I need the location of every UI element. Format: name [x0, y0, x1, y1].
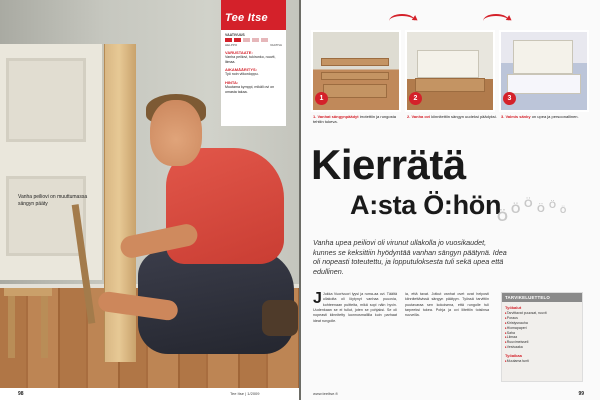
scale-min: HELPPO	[225, 43, 238, 47]
footer-website: www.teeitse.fi	[313, 391, 338, 396]
extras-list-item: ▸ Muutama tunti	[505, 359, 579, 364]
page-number: 98	[18, 391, 24, 397]
body-text: Jukka Vuorivuori lyysi ja ruma-aa ovi. Täältä ullakolta oli löytynyt vanhaa puuovia, kohteenaan puitteita, mikä sopi näin hyvin. Uudenkaan se ei tullut, joten se pohjaksi. Se oli nopeasti kiinnitetty luonnosmallilla kuin parhaat ideat rungolle.	[313, 292, 397, 323]
footer-issue: Tee Itse | 1/2009	[230, 391, 260, 396]
info-box	[221, 0, 286, 126]
tools-subheading: Työkalut	[505, 305, 522, 310]
step-photo-3	[499, 30, 589, 112]
step-arrow	[389, 14, 415, 28]
difficulty-label: VAATIVUUS	[225, 33, 245, 37]
difficulty-dot	[225, 38, 232, 42]
info-section	[225, 50, 282, 64]
bed-rail	[321, 58, 389, 66]
extras-list	[505, 359, 579, 364]
stool-top	[4, 288, 52, 296]
bubble-letter: Ö	[511, 202, 521, 216]
body-column-2	[405, 292, 489, 319]
body-text: ia, että tavat. Jotkut vanhat ovet ovat helposti kiinnitettävissä sängyn päätyyn. Työssä tarvittiin puutavaraa sen kokoisena, että rungolle tuli tarpeeksi tukea. Pohja ja ovi liitettiin toisiinsa ruuveilla.	[405, 292, 489, 318]
left-page	[0, 0, 299, 400]
finished-bed-photo	[501, 32, 587, 110]
step-caption	[407, 114, 497, 119]
wooden-stool	[4, 288, 52, 358]
bed-rail	[321, 72, 389, 80]
scale-max: VAATIVA	[269, 43, 282, 47]
stool-leg	[41, 296, 48, 358]
section-tag: Tee Itse	[221, 0, 286, 30]
info-section-title: AIKAMÄÄRITYS:	[225, 67, 257, 73]
extras-subheading: Työaikaa	[505, 353, 522, 359]
headline-bubbles	[497, 198, 597, 228]
supplies-heading: TARVIKELUETTELO	[502, 293, 582, 302]
difficulty-meter	[225, 33, 282, 47]
difficulty-dots	[225, 38, 282, 42]
tools-list-item: ▸ Tarvittavat puuosat, ruuvit	[505, 311, 579, 316]
supplies-list-box	[501, 292, 583, 382]
page-number: 99	[578, 391, 584, 397]
step-caption	[501, 114, 591, 119]
info-section-body: Työ noin viikonloppu.	[225, 72, 259, 77]
info-section-title: VARUSTAATE:	[225, 50, 253, 55]
info-section	[225, 67, 282, 77]
step-arrow	[483, 14, 509, 28]
white-headboard	[417, 50, 479, 78]
bubble-letter: Ö	[560, 206, 567, 215]
tools-list-item: ▸ Saha	[505, 331, 579, 336]
door-panel-upper	[6, 58, 86, 142]
info-section-title: HINTA:	[225, 80, 239, 86]
step-number: 2	[409, 92, 422, 105]
step-caption-text: irrotettiin ja rungosta tehtiin tukeva.	[313, 114, 396, 125]
bed-base	[415, 78, 485, 92]
step-caption-lead: 1. Vanhat sängynpäädyt	[313, 114, 359, 119]
step-caption	[313, 114, 403, 124]
step-caption-text: kiinnitettiin sängyn uudeksi päädyksi.	[431, 114, 497, 119]
step-photo-2	[405, 30, 495, 112]
headline-line-2: A:sta Ö:hön	[350, 190, 502, 220]
step-caption-lead: 3. Valmis sänky	[501, 114, 531, 119]
info-section-body: Vanha peiliovi, tukirunko, ruuvit, liimaa.	[225, 55, 276, 64]
bed-frame-photo	[407, 32, 493, 110]
stool-leg	[8, 296, 15, 358]
info-section	[225, 80, 282, 94]
mattress	[507, 74, 581, 94]
tools-list-item: ▸ Vesivaaka	[505, 345, 579, 350]
bubble-letter: Ö	[497, 208, 508, 224]
right-page	[301, 0, 600, 400]
tools-list-item: ▸ Hiomapaperi	[505, 326, 579, 331]
old-mirror-door	[0, 44, 104, 280]
lead-paragraph: Vanha upea peiliovi oli virunut ullakolla jo vuosikaudet, kunnes se keksittiin hyödyntää vanhan sängyn päätynä. Idea oli nopeasti toteutettu, ja lopputuloksesta tuli sekä upea että edullinen.	[313, 238, 507, 277]
tools-list-item: ▸ Poraus	[505, 316, 579, 321]
tools-list-item: ▸ Ruuvimeisseli	[505, 340, 579, 345]
tools-list	[505, 311, 579, 350]
body-column-1	[313, 292, 397, 324]
bubble-letter: Ö	[524, 198, 533, 210]
bed-base	[323, 84, 387, 98]
bubble-letter: Ö	[537, 204, 545, 215]
bed-frame-photo	[313, 32, 399, 110]
difficulty-dot	[252, 38, 259, 42]
tools-list-item: ▸ Kiristysnauha	[505, 321, 579, 326]
step-photo-1	[311, 30, 401, 112]
drop-cap: J	[313, 290, 322, 307]
difficulty-dot	[261, 38, 268, 42]
photo-caption: Vanha peiliovi on muuttumassa sängyn pääty	[18, 194, 88, 207]
step-caption-lead: 2. Vanha ovi	[407, 114, 431, 119]
difficulty-dot	[243, 38, 250, 42]
step-number: 3	[503, 92, 516, 105]
difficulty-scale	[225, 43, 282, 47]
info-section-body: Muutama kymppi, mikäli ovi on omasta takaa.	[225, 85, 275, 94]
man-shoe	[262, 300, 298, 336]
step-caption-text: on upea ja persoonallinen.	[531, 114, 579, 119]
door-headboard	[513, 40, 573, 74]
step-number: 1	[315, 92, 328, 105]
headline-line-1: Kierrätä	[311, 141, 466, 188]
right-footer	[301, 388, 600, 400]
difficulty-dot	[234, 38, 241, 42]
tools-list-item: ▸ Liimaa	[505, 335, 579, 340]
bubble-letter: Ö	[549, 200, 557, 210]
man-head	[150, 100, 202, 166]
